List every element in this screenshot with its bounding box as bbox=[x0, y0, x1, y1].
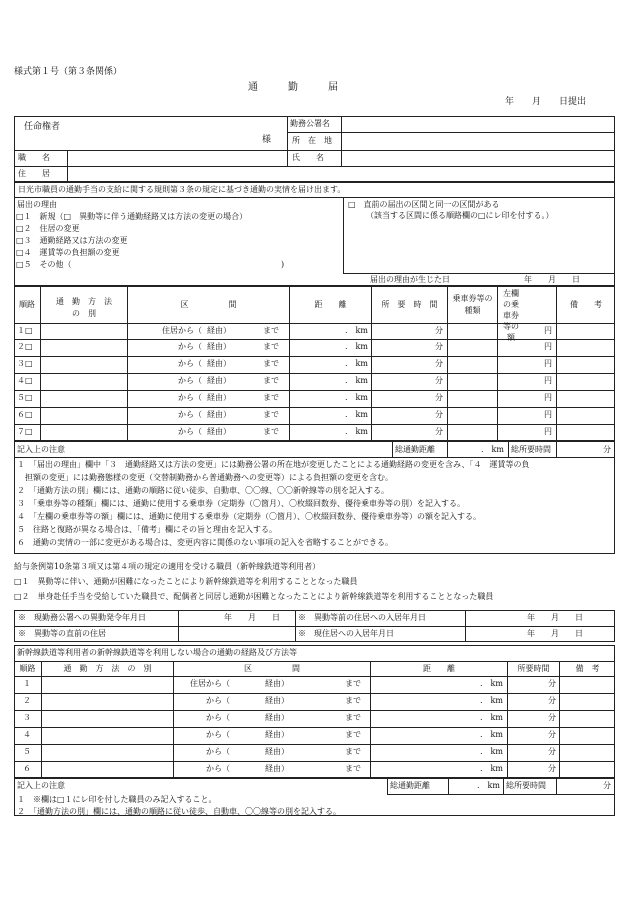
alt-section-from: から（ bbox=[206, 730, 230, 739]
alt-section-via: 経由） bbox=[265, 747, 289, 756]
alt-route-number: １ bbox=[23, 679, 31, 688]
col-method: 通 勤 方 法 の 別 bbox=[56, 297, 120, 318]
section-via: 経由） bbox=[207, 427, 231, 436]
ticket-amount-cell[interactable]: 円 bbox=[544, 359, 552, 368]
section-via: 経由） bbox=[207, 410, 231, 419]
time-cell[interactable]: 分 bbox=[435, 376, 443, 385]
notes-heading: 記入上の注意 bbox=[17, 445, 65, 454]
col-remarks: 備 考 bbox=[570, 300, 602, 309]
name-label: 氏 名 bbox=[292, 153, 324, 162]
residence-label: 住 居 bbox=[18, 169, 50, 178]
location-input[interactable] bbox=[342, 133, 614, 149]
section-via: 経由） bbox=[207, 376, 231, 385]
shinkansen-option-1[interactable]: □１ 異動等に伴い、通勤が困難になったことにより新幹線鉄道等を利用することとなった職員 bbox=[14, 577, 358, 586]
route-checkbox[interactable]: ５□ bbox=[17, 393, 33, 402]
position-input[interactable] bbox=[68, 151, 286, 165]
alt-route-number: ６ bbox=[23, 764, 31, 773]
route-checkbox[interactable]: １□ bbox=[17, 326, 33, 335]
distance-cell[interactable]: . km bbox=[345, 410, 368, 419]
alt-col-route: 順路 bbox=[19, 664, 36, 673]
ticket-amount-cell[interactable]: 円 bbox=[544, 326, 552, 335]
distance-cell[interactable]: . km bbox=[345, 427, 368, 436]
col-ticket-type: 乗車券等の種類 bbox=[452, 294, 493, 315]
section-to: まで bbox=[263, 376, 279, 385]
time-cell[interactable]: 分 bbox=[435, 393, 443, 402]
alt-total-distance-label: 総通勤距離 bbox=[390, 781, 430, 790]
section-to: まで bbox=[263, 326, 279, 335]
total-time-label: 総所要時間 bbox=[511, 445, 551, 454]
section-from: から（ bbox=[178, 427, 202, 436]
total-distance-value[interactable]: . km bbox=[481, 445, 504, 454]
residence-input[interactable] bbox=[68, 167, 614, 181]
alt-col-distance: 距 離 bbox=[423, 664, 455, 673]
col-ticket-amount: 左欄の乗車券等の額 bbox=[503, 289, 519, 342]
name-input[interactable] bbox=[342, 151, 614, 165]
ticket-amount-cell[interactable]: 円 bbox=[544, 393, 552, 402]
occurred-date: 年 月 日 bbox=[524, 275, 580, 284]
section-from: から（ bbox=[178, 342, 202, 351]
section-to: まで bbox=[263, 342, 279, 351]
sama-label: 様 bbox=[262, 135, 272, 145]
occurred-label: 届出の理由が生じた日 bbox=[370, 275, 450, 284]
route-checkbox[interactable]: ２□ bbox=[17, 342, 33, 351]
section-from: から（ bbox=[178, 359, 202, 368]
alt-total-time-label: 総所要時間 bbox=[506, 781, 546, 790]
note-item: ５ 往路と復路が異なる場合は、「備考」欄にその旨と理由を記入する。 bbox=[17, 525, 277, 534]
prev-residence-input[interactable] bbox=[179, 627, 294, 641]
section-via: 経由） bbox=[207, 393, 231, 402]
ticket-amount-cell[interactable]: 円 bbox=[544, 427, 552, 436]
route-checkbox[interactable]: ３□ bbox=[17, 359, 33, 368]
submission-date: 年 月 日提出 bbox=[505, 97, 587, 107]
alt-note-1: １ ※欄は□１にレ印を付した職員のみ記入すること。 bbox=[17, 795, 217, 804]
alt-time-cell[interactable]: 分 bbox=[548, 713, 556, 722]
alt-section-from: から（ bbox=[206, 747, 230, 756]
alt-col-remarks: 備 考 bbox=[575, 664, 600, 673]
reason-item-5-close: ) bbox=[281, 260, 285, 269]
prev-residence-date[interactable]: 年 月 日 bbox=[527, 613, 583, 622]
col-distance: 距 離 bbox=[314, 300, 347, 309]
alt-section-from: から（ bbox=[206, 764, 230, 773]
appointer-label: 任命権者 bbox=[24, 122, 61, 132]
note-item: ６ 通勤の実情の一部に変更がある場合は、変更内容に関係のない事項の記入を省略することができる。 bbox=[17, 538, 393, 547]
alt-distance-cell[interactable]: . km bbox=[480, 679, 503, 688]
section-to: まで bbox=[263, 359, 279, 368]
note-item: ４ 「左欄の乗車券等の額」欄には、通勤に使用する乗車券（定期券（〇箇月）、〇枚綴回数券、優待乗車券等）の額を記入する。 bbox=[17, 512, 481, 521]
alt-col-method: 通 勤 方 法 の 別 bbox=[63, 664, 152, 673]
note-item: ２ 「通勤方法の別」欄には、通勤の順路に従い徒歩、自動車、〇〇線、〇〇新幹線等の別を記入する。 bbox=[17, 486, 389, 495]
transfer-order-date[interactable]: 年 月 日 bbox=[224, 613, 280, 622]
time-cell[interactable]: 分 bbox=[435, 410, 443, 419]
section-from: から（ bbox=[178, 376, 202, 385]
distance-cell[interactable]: . km bbox=[345, 359, 368, 368]
reason-item-4[interactable]: □４ 運賃等の負担額の変更 bbox=[16, 248, 120, 257]
section-to: まで bbox=[263, 427, 279, 436]
alt-col-time: 所要時間 bbox=[517, 664, 550, 673]
reason-item-1[interactable]: □１ 新規（□ 異動等に伴う通勤経路又は方法の変更の場合） bbox=[16, 212, 248, 221]
route-checkbox[interactable]: ６□ bbox=[17, 410, 33, 419]
alt-section-to: まで bbox=[345, 696, 361, 705]
alt-distance-cell[interactable]: . km bbox=[480, 747, 503, 756]
alt-distance-cell[interactable]: . km bbox=[480, 730, 503, 739]
alt-section-via: 経由） bbox=[265, 730, 289, 739]
shinkansen-heading: 給与条例第10条第３項又は第４項の規定の適用を受ける職員（新幹線鉄道等利用者） bbox=[14, 562, 321, 571]
alt-section-via: 経由） bbox=[265, 696, 289, 705]
alt-route-heading: 新幹線鉄道等利用者の新幹線鉄道等を利用しない場合の通勤の経路及び方法等 bbox=[17, 648, 297, 657]
total-time-value[interactable]: 分 bbox=[603, 445, 611, 454]
prev-residence-label: ※ 異動等の直前の住居 bbox=[18, 629, 106, 638]
same-section-checkbox[interactable]: □ 直前の届出の区間と同一の区間がある bbox=[348, 200, 500, 209]
route-checkbox[interactable]: ７□ bbox=[17, 427, 33, 436]
section-via: 経由） bbox=[207, 326, 231, 335]
alt-time-cell[interactable]: 分 bbox=[548, 747, 556, 756]
alt-distance-cell[interactable]: . km bbox=[480, 764, 503, 773]
route-checkbox[interactable]: ４□ bbox=[17, 376, 33, 385]
col-time: 所 要 時 間 bbox=[381, 300, 438, 309]
alt-section-from: から（ bbox=[206, 696, 230, 705]
alt-time-cell[interactable]: 分 bbox=[548, 696, 556, 705]
alt-note-2: ２ 「通勤方法の別」欄には、通勤の順路に従い徒歩、自動車、〇〇線等の別を記入する。 bbox=[17, 807, 341, 816]
statement-text: 日光市職員の通勤手当の支給に関する規則第３条の規定に基づき通勤の実情を届け出ます。 bbox=[18, 185, 346, 194]
reason-item-5[interactable]: □５ その他（ bbox=[16, 260, 72, 269]
distance-cell[interactable]: . km bbox=[345, 376, 368, 385]
section-from: から（ bbox=[178, 393, 202, 402]
alt-distance-cell[interactable]: . km bbox=[480, 713, 503, 722]
alt-section-from: から（ bbox=[206, 713, 230, 722]
location-label: 所 在 地 bbox=[292, 136, 332, 145]
reason-item-3[interactable]: □３ 通勤経路又は方法の変更 bbox=[16, 236, 128, 245]
time-cell[interactable]: 分 bbox=[435, 326, 443, 335]
current-residence-date[interactable]: 年 月 日 bbox=[527, 629, 583, 638]
alt-section-from: 住居から（ bbox=[190, 679, 230, 688]
time-cell[interactable]: 分 bbox=[435, 359, 443, 368]
alt-section-to: まで bbox=[345, 730, 361, 739]
alt-section-to: まで bbox=[345, 679, 361, 688]
office-input[interactable] bbox=[342, 117, 614, 131]
section-from: 住居から（ bbox=[162, 326, 202, 335]
same-section-note: （該当する区間に係る順路欄の□にレ印を付する。） bbox=[366, 211, 554, 220]
alt-section-via: 経由） bbox=[265, 764, 289, 773]
col-section: 区 間 bbox=[180, 300, 237, 309]
alt-time-cell[interactable]: 分 bbox=[548, 679, 556, 688]
current-residence-date-label: ※ 現住居への入居年月日 bbox=[298, 629, 394, 638]
ticket-amount-cell[interactable]: 円 bbox=[544, 342, 552, 351]
alt-section-via: 経由） bbox=[265, 713, 289, 722]
alt-notes-heading: 記入上の注意 bbox=[17, 781, 65, 790]
page-title: 通 勤 届 bbox=[248, 82, 338, 93]
alt-route-number: ３ bbox=[23, 713, 31, 722]
alt-section-to: まで bbox=[345, 747, 361, 756]
alt-section-to: まで bbox=[345, 764, 361, 773]
section-via: 経由） bbox=[207, 342, 231, 351]
time-cell[interactable]: 分 bbox=[435, 427, 443, 436]
ticket-amount-cell[interactable]: 円 bbox=[544, 376, 552, 385]
time-cell[interactable]: 分 bbox=[435, 342, 443, 351]
total-distance-label: 総通勤距離 bbox=[395, 445, 435, 454]
section-to: まで bbox=[263, 393, 279, 402]
alt-section-via: 経由） bbox=[265, 679, 289, 688]
alt-route-number: ５ bbox=[23, 747, 31, 756]
position-label: 職 名 bbox=[18, 153, 50, 162]
section-via: 経由） bbox=[207, 359, 231, 368]
reason-heading: 届出の理由 bbox=[17, 200, 57, 209]
alt-time-cell[interactable]: 分 bbox=[548, 764, 556, 773]
alt-route-number: ４ bbox=[23, 730, 31, 739]
note-item: １ 「届出の理由」欄中「３ 通勤経路又は方法の変更」には勤務公署の所在地が変更したことによる通勤経路の変更を含み、「４ 運賃等の負 bbox=[17, 460, 530, 469]
note-item: ３ 「乗車券等の種類」欄には、通勤に使用する乗車券（定期券（〇箇月）、〇枚綴回数券、優待乗車券等の別）を記入する。 bbox=[17, 499, 465, 508]
col-route: 順路 bbox=[19, 300, 35, 309]
section-to: まで bbox=[263, 410, 279, 419]
alt-section-to: まで bbox=[345, 713, 361, 722]
office-label: 勤務公署名 bbox=[290, 119, 330, 128]
section-from: から（ bbox=[178, 410, 202, 419]
alt-distance-cell[interactable]: . km bbox=[480, 696, 503, 705]
form-number: 様式第１号（第３条関係） bbox=[14, 67, 123, 77]
distance-cell[interactable]: . km bbox=[345, 342, 368, 351]
shinkansen-option-2[interactable]: □２ 単身赴任手当を受給していた職員で、配偶者と同居し通勤が困難となったことにより新幹線鉄道等を利用することとなった職員 bbox=[14, 592, 494, 601]
note-item: 担額の変更」には勤務態様の変更（交替制勤務から普通勤務への変更等）による負担額の変更を含む。 bbox=[17, 473, 393, 482]
distance-cell[interactable]: . km bbox=[345, 393, 368, 402]
prev-residence-date-label: ※ 異動等前の住居への入居年月日 bbox=[298, 613, 426, 622]
alt-total-distance-value[interactable]: . km bbox=[477, 781, 500, 790]
reason-item-2[interactable]: □２ 住居の変更 bbox=[16, 224, 80, 233]
alt-route-number: ２ bbox=[23, 696, 31, 705]
ticket-amount-cell[interactable]: 円 bbox=[544, 410, 552, 419]
alt-col-section: 区 間 bbox=[244, 664, 300, 673]
alt-time-cell[interactable]: 分 bbox=[548, 730, 556, 739]
transfer-order-date-label: ※ 現勤務公署への異動発令年月日 bbox=[18, 613, 146, 622]
distance-cell[interactable]: . km bbox=[345, 326, 368, 335]
alt-total-time-value[interactable]: 分 bbox=[603, 781, 611, 790]
